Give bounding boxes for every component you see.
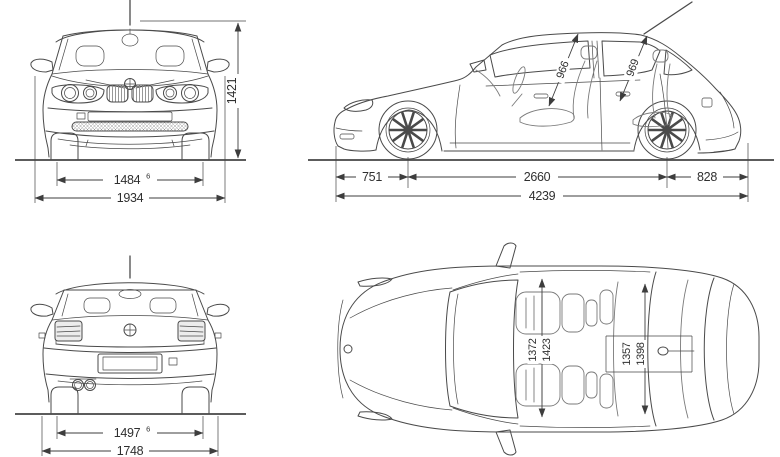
dim-width-incl-mirrors: 1934 [116,191,144,205]
brand-badge [344,345,352,353]
top-view-panel [300,230,780,457]
rear-window-rear-edge [704,278,714,420]
kidney-grille-left [107,85,128,102]
right-mirror [207,59,229,72]
dim-front-overhang: 751 [362,170,382,184]
front-view-panel [0,0,260,230]
windshield [446,280,519,418]
left-mirror [31,304,53,316]
dim-rear-track-superscript: 6 [146,424,150,434]
left-wheel [51,133,78,159]
fuel-door [702,98,712,107]
rear-view-panel [0,230,260,457]
right-mirror [496,430,516,455]
third-brake-light [119,290,141,299]
front-view-car-drawing [31,0,229,159]
antenna-line [644,2,692,34]
dim-front-headroom: 966 [554,59,572,81]
rear-view-car-drawing [31,256,229,413]
kidney-grille-right [132,85,153,102]
door-handle-front [534,94,548,98]
dim-rear-elbow-width: 1398 [635,342,647,366]
side-mirror [470,60,486,72]
dim-rear-track: 1497 [113,426,141,440]
dim-front-track-superscript: 6 [146,171,150,181]
dim-front-shoulder-width: 1372 [527,338,539,362]
left-mirror [496,243,516,268]
front-view-dimensions [35,21,246,205]
dim-front-elbow-width: 1423 [541,338,553,362]
side-view-dimensions [336,34,748,203]
dim-front-track: 1484 [113,173,141,187]
left-mirror [31,59,53,72]
roof-antenna [658,347,668,355]
dim-overall-height: 1421 [225,77,239,105]
dim-wheelbase: 2660 [523,170,551,184]
side-view-car-drawing [334,2,741,159]
left-wheel [51,387,78,413]
headlight [344,100,373,112]
rear-wheel [638,101,696,159]
dim-body-width: 1748 [116,444,144,457]
dim-rear-overhang: 828 [697,170,717,184]
right-mirror [207,304,229,316]
lower-intake [72,122,188,131]
dim-rear-headroom: 969 [624,57,642,79]
dim-overall-length: 4239 [528,189,556,203]
rear-window-front-edge [648,272,656,426]
dim-rear-shoulder-width: 1357 [621,342,633,366]
front-window [490,41,590,77]
right-wheel [182,387,209,413]
fog-lamp [340,134,354,139]
top-view-dimensions [527,279,692,417]
side-view-panel [300,0,780,230]
rear-view-dimensions [42,416,218,457]
right-wheel [182,133,209,159]
